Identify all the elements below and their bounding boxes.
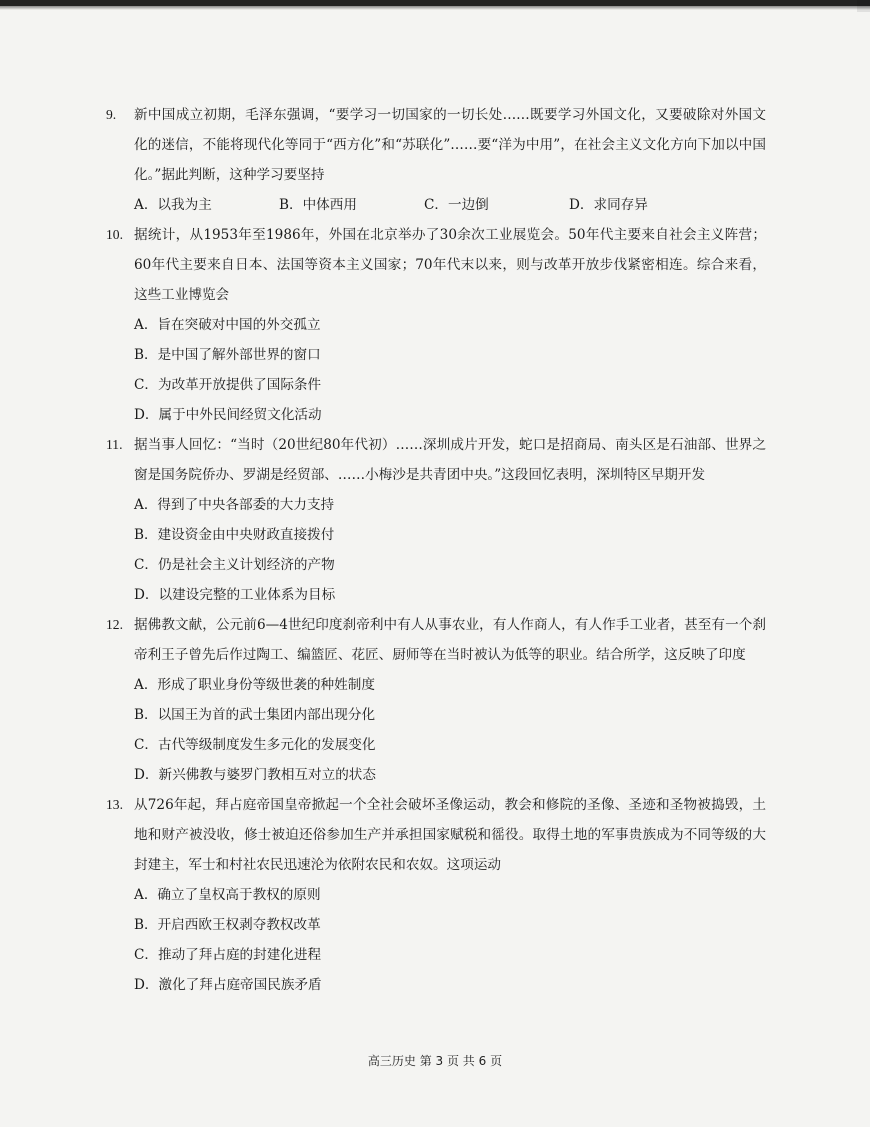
option-c: C．推动了拜占庭的封建化进程	[134, 947, 322, 963]
option-b: B．建设资金由中央财政直接拨付	[134, 527, 335, 543]
question-text: 据当事人回忆：“当时（20世纪80年代初）……深圳成片开发，蛇口是招商局、南头区是石油部、世界之窗是国务院侨办、罗湖是经贸部、……小梅沙是共青团中央。”这段回忆表明，深圳特区早期开发	[134, 437, 766, 483]
question-stem	[106, 220, 766, 310]
option-b: B．中体西用	[279, 197, 357, 213]
question-number: 10.	[106, 227, 123, 242]
question-number: 13.	[106, 797, 123, 812]
option-a: A．确立了皇权高于教权的原则	[134, 887, 321, 903]
question-stem	[106, 430, 766, 490]
question-12	[106, 610, 766, 790]
option-c: C．仍是社会主义计划经济的产物	[134, 557, 335, 573]
question-stem	[106, 790, 766, 880]
options-list	[106, 670, 766, 790]
scan-top-shadow	[0, 6, 870, 10]
options-list	[106, 490, 766, 610]
option-d: D．以建设完整的工业体系为目标	[134, 587, 336, 603]
option-c: C．一边倒	[424, 197, 489, 213]
question-number: 11.	[106, 437, 123, 452]
question-11	[106, 430, 766, 610]
scan-side-mark	[857, 0, 870, 12]
exam-page	[106, 100, 766, 1000]
option-d: D．新兴佛教与婆罗门教相互对立的状态	[134, 767, 376, 783]
option-c: C．为改革开放提供了国际条件	[134, 377, 322, 393]
question-text: 新中国成立初期，毛泽东强调，“要学习一切国家的一切长处……既要学习外国文化，又要破除对外国文化的迷信，不能将现代化等同于“西方化”和“苏联化”……要“洋为中用”，在社会主义文化方向下加以中国化。”据此判断，这种学习要坚持	[134, 107, 766, 183]
question-text: 从726年起，拜占庭帝国皇帝掀起一个全社会破坏圣像运动，教会和修院的圣像、圣迹和圣物被捣毁，土地和财产被没收，修士被迫还俗参加生产并承担国家赋税和徭役。取得土地的军事贵族成为不同等级的大封建主，军士和村社农民迅速沦为依附农民和农奴。这项运动	[134, 797, 766, 873]
question-text: 据统计，从1953年至1986年，外国在北京举办了30余次工业展览会。50年代主要来自社会主义阵营；60年代主要来自日本、法国等资本主义国家；70年代末以来，则与改革开放步伐紧密相连。综合来看，这些工业博览会	[134, 227, 766, 303]
question-9	[106, 100, 766, 220]
question-13	[106, 790, 766, 1000]
question-number: 9.	[106, 107, 117, 122]
option-b: B．是中国了解外部世界的窗口	[134, 347, 321, 363]
options-list	[106, 880, 766, 1000]
options-list	[106, 310, 766, 430]
option-d: D．激化了拜占庭帝国民族矛盾	[134, 977, 322, 993]
page-footer: 高三历史 第 3 页 共 6 页	[367, 1054, 503, 1068]
option-d: D．属于中外民间经贸文化活动	[134, 407, 322, 423]
question-number: 12.	[106, 617, 123, 632]
option-b: B．开启西欧王权剥夺教权改革	[134, 917, 321, 933]
option-c: C．古代等级制度发生多元化的发展变化	[134, 737, 376, 753]
question-stem	[106, 610, 766, 670]
option-a: A．得到了中央各部委的大力支持	[134, 497, 335, 513]
question-10	[106, 220, 766, 430]
option-a: A．以我为主	[134, 197, 212, 213]
question-text: 据佛教文献，公元前6—4世纪印度刹帝利中有人从事农业，有人作商人，有人作手工业者，甚至有一个刹帝利王子曾先后作过陶工、编篮匠、花匠、厨师等在当时被认为低等的职业。结合所学，这反映了印度	[134, 617, 766, 663]
option-a: A．形成了职业身份等级世袭的种姓制度	[134, 677, 375, 693]
option-d: D．求同存异	[569, 197, 648, 213]
options-row	[106, 190, 766, 220]
question-stem	[106, 100, 766, 190]
option-b: B．以国王为首的武士集团内部出现分化	[134, 707, 376, 723]
option-a: A．旨在突破对中国的外交孤立	[134, 317, 321, 333]
